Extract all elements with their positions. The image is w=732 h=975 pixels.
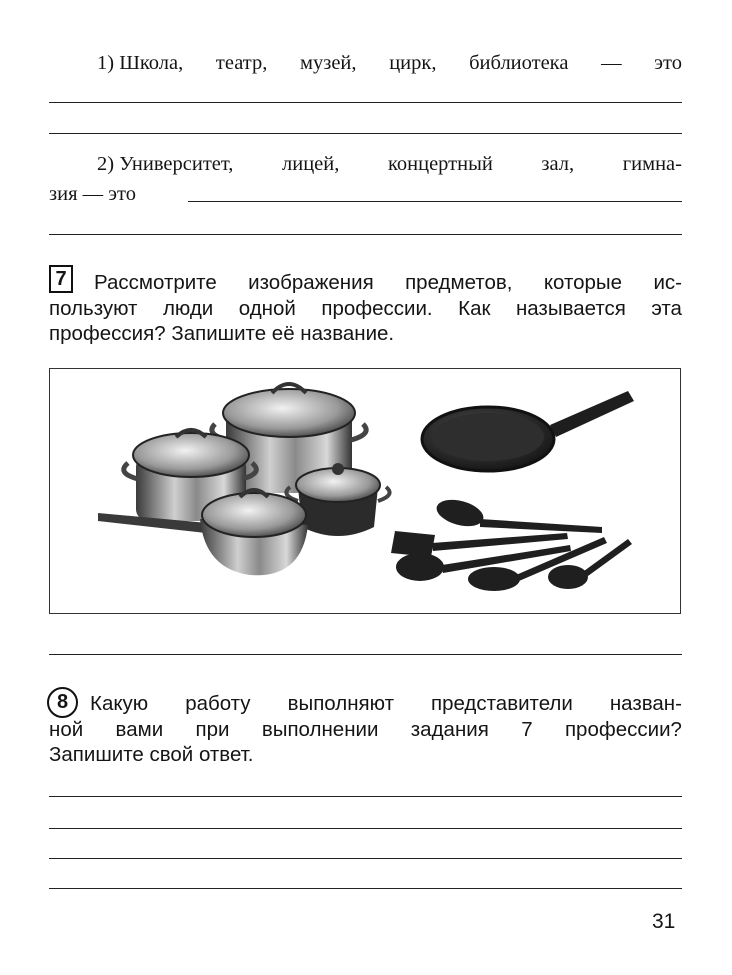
word: 7 bbox=[521, 718, 533, 741]
word: при bbox=[195, 718, 230, 741]
page-number: 31 bbox=[652, 910, 676, 933]
frying-pan bbox=[422, 391, 634, 471]
word: лицей, bbox=[282, 153, 340, 175]
word: музей, bbox=[300, 52, 357, 74]
word: назван- bbox=[609, 692, 682, 715]
word: библиотека bbox=[469, 52, 569, 74]
word: которые bbox=[543, 271, 623, 294]
task6-item2-text bbox=[97, 153, 682, 176]
task6-item2-continuation: зия — это bbox=[49, 183, 136, 205]
task6-item1-text bbox=[97, 52, 682, 75]
word: Рассмотрите bbox=[94, 271, 217, 294]
answer-line[interactable] bbox=[49, 796, 682, 797]
word: выполнении bbox=[261, 718, 379, 741]
word: работу bbox=[185, 692, 251, 715]
word: Какую bbox=[90, 692, 149, 715]
answer-line[interactable] bbox=[49, 133, 682, 134]
word: цирк, bbox=[389, 52, 437, 74]
word: изображения bbox=[248, 271, 374, 294]
answer-line[interactable] bbox=[188, 201, 682, 202]
task8-line-1 bbox=[90, 692, 682, 716]
kitchen-utensils bbox=[391, 495, 632, 591]
word: зал, bbox=[541, 153, 575, 175]
cookware-image bbox=[49, 368, 681, 614]
task8-line-2 bbox=[49, 718, 682, 742]
word: пользуют bbox=[49, 297, 138, 320]
word: выполняют bbox=[287, 692, 394, 715]
task7-line-3: профессия? Запишите её название. bbox=[49, 322, 395, 345]
word: гимна- bbox=[622, 153, 682, 175]
answer-line[interactable] bbox=[49, 858, 682, 859]
word: ной bbox=[49, 718, 84, 741]
word: концертный bbox=[387, 153, 493, 175]
task7-line-2 bbox=[49, 297, 682, 321]
answer-line[interactable] bbox=[49, 654, 682, 655]
word: профессии? bbox=[564, 718, 682, 741]
task8-line-3: Запишите свой ответ. bbox=[49, 743, 254, 766]
word: — bbox=[601, 52, 622, 74]
answer-line[interactable] bbox=[49, 828, 682, 829]
word: люди bbox=[162, 297, 214, 320]
word: театр, bbox=[215, 52, 268, 74]
task7-line-1 bbox=[94, 271, 682, 295]
task8-number: 8 bbox=[47, 687, 78, 718]
word: ис- bbox=[653, 271, 682, 294]
task7-number: 7 bbox=[49, 265, 73, 293]
word: предметов, bbox=[405, 271, 513, 294]
word: вами bbox=[115, 718, 164, 741]
word: задания bbox=[410, 718, 489, 741]
word: 2) Университет, bbox=[97, 153, 234, 175]
answer-line[interactable] bbox=[49, 102, 682, 103]
word: эта bbox=[651, 297, 682, 320]
word: 1) Школа, bbox=[97, 52, 184, 74]
word: профессии. bbox=[321, 297, 433, 320]
word: одной bbox=[238, 297, 296, 320]
answer-line[interactable] bbox=[49, 888, 682, 889]
answer-line[interactable] bbox=[49, 234, 682, 235]
word: это bbox=[654, 52, 682, 74]
word: называется bbox=[515, 297, 626, 320]
word: представители bbox=[430, 692, 573, 715]
word: Как bbox=[458, 297, 491, 320]
